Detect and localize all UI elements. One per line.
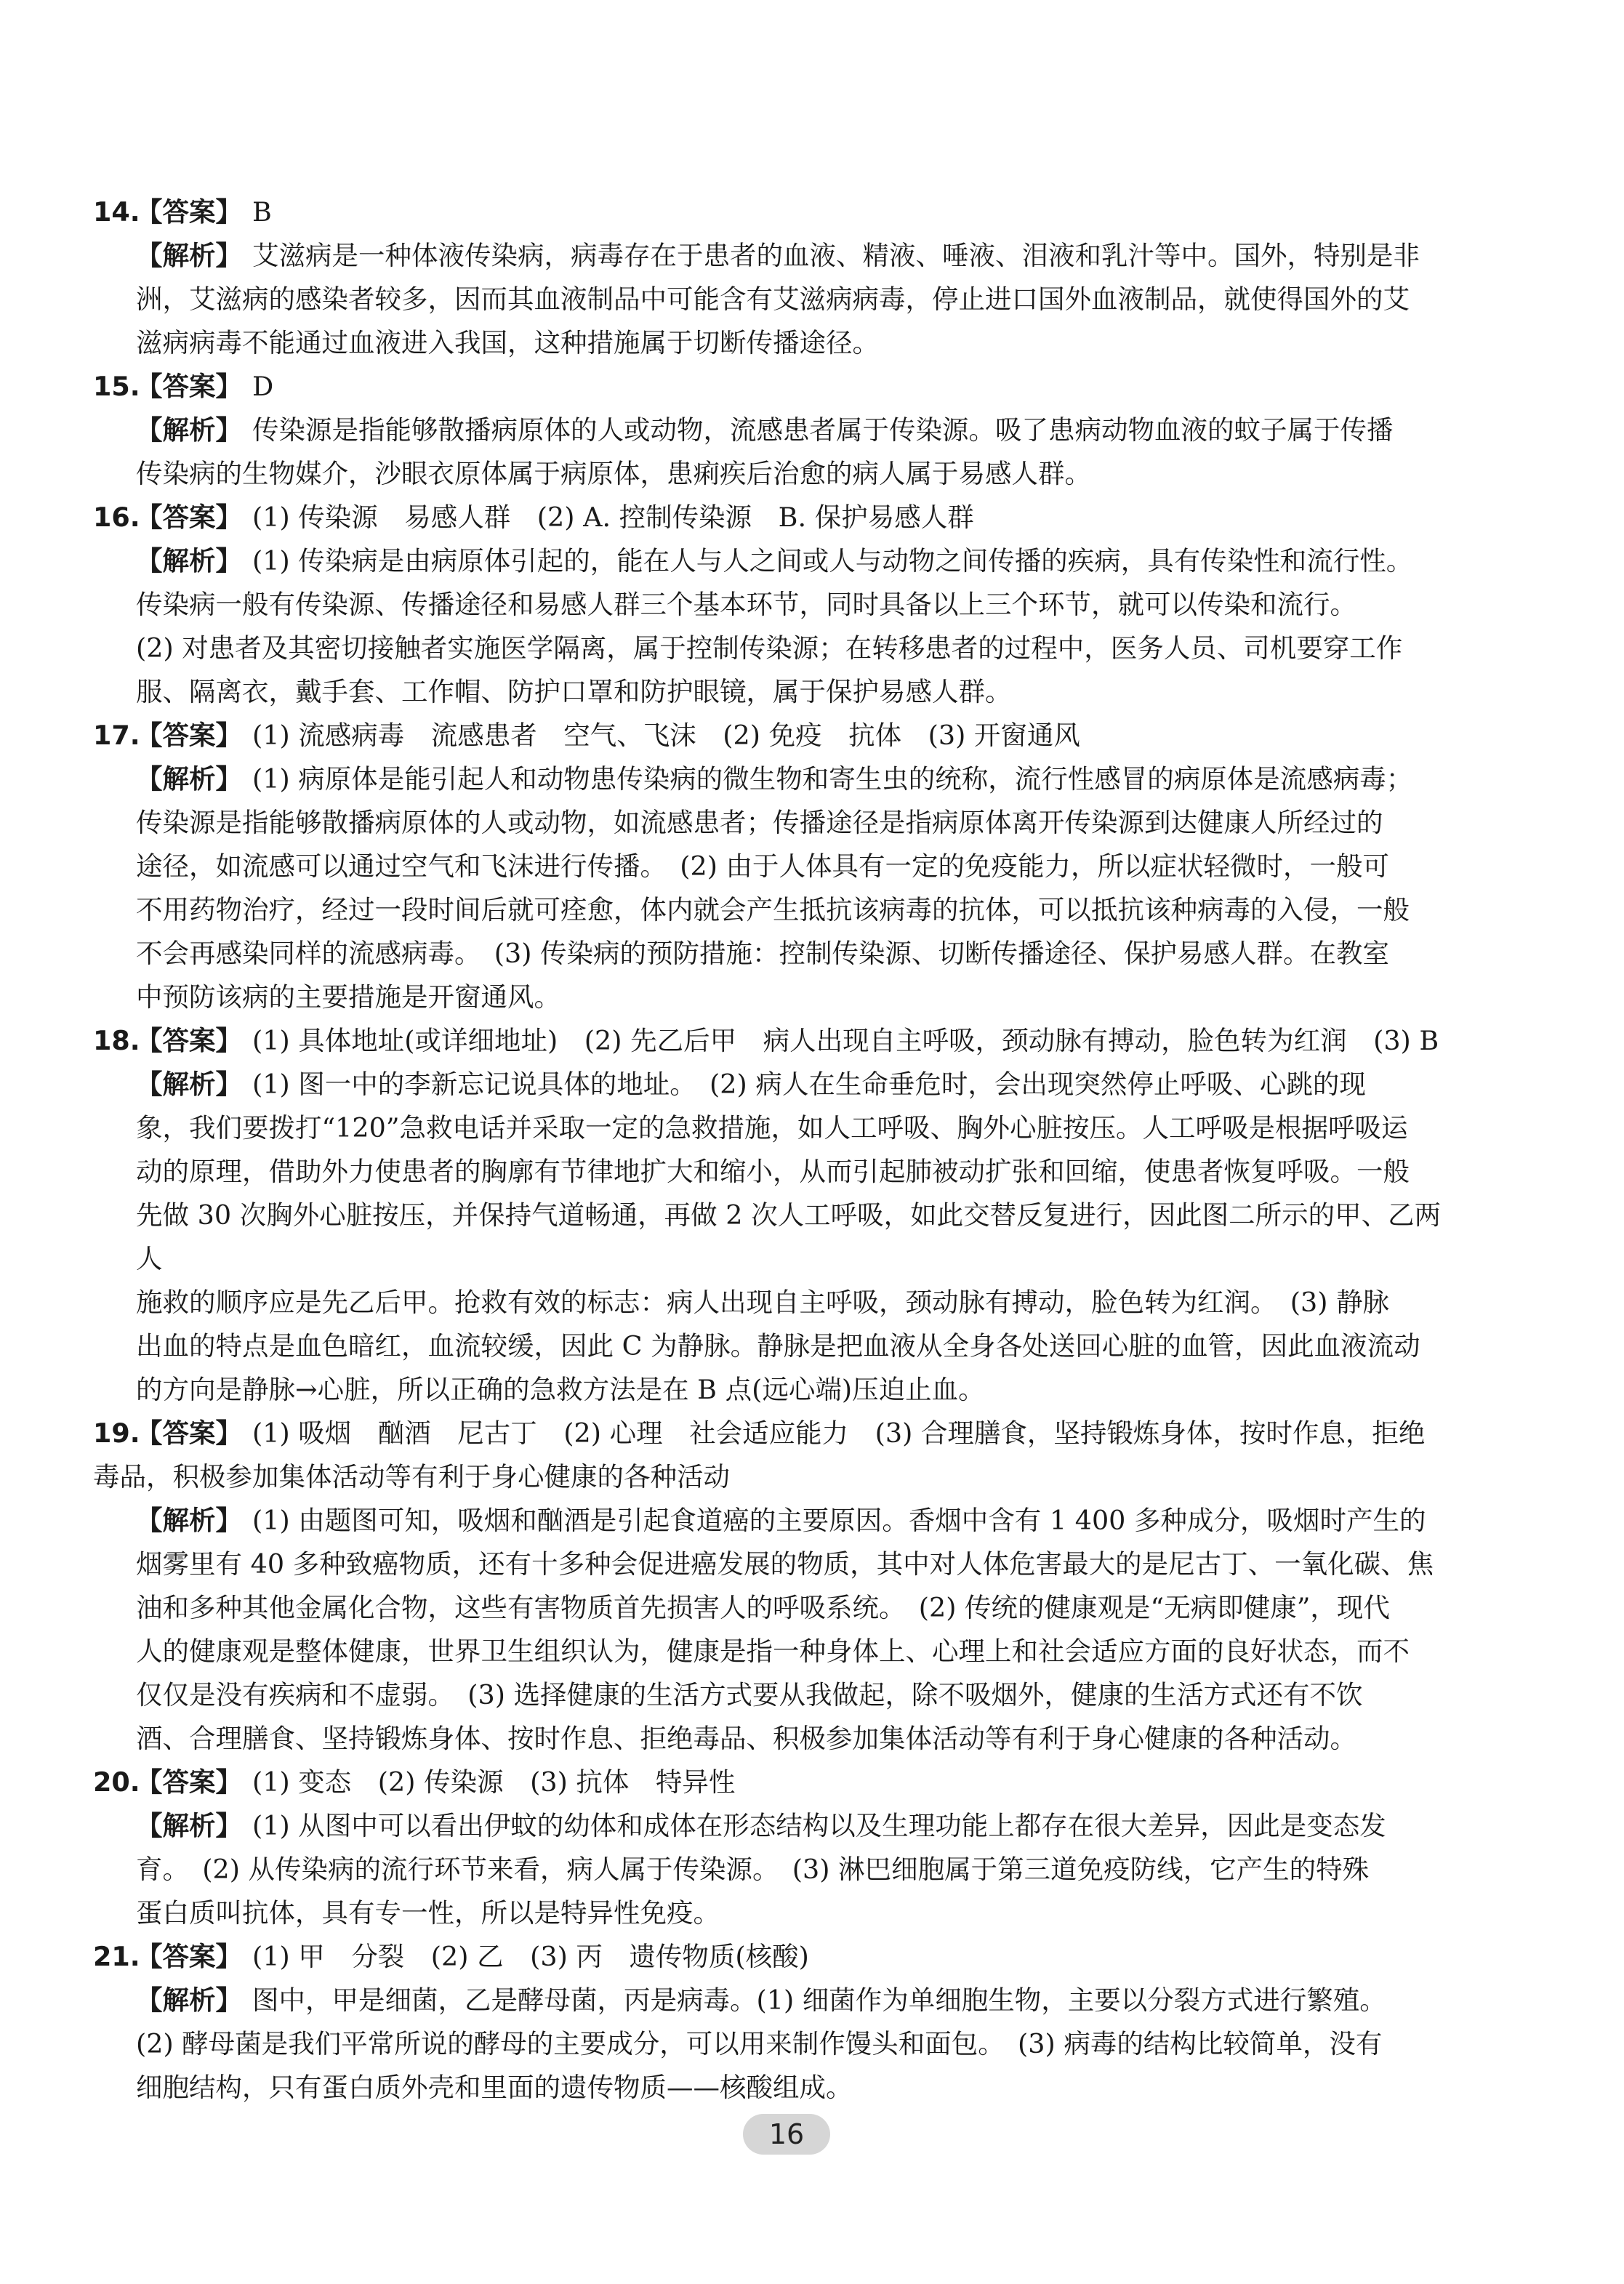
analysis-text: 途径，如流感可以通过空气和飞沫进行传播。 (2) 由于人体具有一定的免疫能力，所以症状轻微时，一般可 — [136, 851, 1390, 882]
answer-line — [93, 1019, 1445, 1063]
question-block — [93, 1019, 1445, 1412]
analysis-text: 的方向是静脉→心脏，所以正确的急救方法是在 B 点(远心端)压迫止血。 — [136, 1374, 985, 1405]
analysis-text: 烟雾里有 40 多种致癌物质，还有十多种会促进癌发展的物质，其中对人体危害最大的是尼古丁、一氧化碳、焦 — [136, 1548, 1434, 1580]
analysis-line — [93, 1063, 1445, 1106]
analysis-line — [93, 1150, 1445, 1194]
analysis-text: (1) 由题图可知，吸烟和酗酒是引起食道癌的主要原因。香烟中含有 1 400 多种成分，吸烟时产生的 — [252, 1505, 1426, 1536]
analysis-text: 图中，甲是细菌，乙是酵母菌，丙是病毒。(1) 细菌作为单细胞生物，主要以分裂方式进行繁殖。 — [252, 1985, 1386, 2016]
analysis-line — [93, 757, 1445, 801]
analysis-text: (1) 图一中的李新忘记说具体的地址。 (2) 病人在生命垂危时，会出现突然停止呼吸、心跳的现 — [252, 1069, 1366, 1100]
analysis-line — [93, 539, 1445, 583]
analysis-text: 不用药物治疗，经过一段时间后就可痊愈，体内就会产生抵抗该病毒的抗体，可以抵抗该种病毒的入侵，一般 — [136, 894, 1410, 925]
answer-line — [93, 1935, 1445, 1979]
analysis-line — [93, 1324, 1445, 1368]
analysis-text: 细胞结构，只有蛋白质外壳和里面的遗传物质——核酸组成。 — [136, 2072, 853, 2103]
question-block — [93, 365, 1445, 496]
question-block — [93, 496, 1445, 714]
question-block — [93, 1935, 1445, 2110]
analysis-line — [93, 1891, 1445, 1935]
answer-tag: 【答案】 — [136, 1418, 242, 1449]
analysis-line — [93, 2066, 1445, 2110]
analysis-text: (1) 病原体是能引起人和动物患传染病的微生物和寄生虫的统称，流行性感冒的病原体是流感病毒； — [252, 763, 1413, 795]
analysis-line — [93, 1717, 1445, 1761]
analysis-text: 仅仅是没有疾病和不虚弱。 (3) 选择健康的生活方式要从我做起，除不吸烟外，健康的生活方式还有不饮 — [136, 1679, 1363, 1710]
analysis-text: 出血的特点是血色暗红，血流较缓，因此 C 为静脉。静脉是把血液从全身各处送回心脏的血管，因此血液流动 — [136, 1330, 1420, 1362]
question-number: 16. — [93, 502, 140, 533]
answer-text: (1) 甲 分裂 (2) 乙 (3) 丙 遗传物质(核酸) — [252, 1941, 809, 1972]
analysis-text: (2) 酵母菌是我们平常所说的酵母的主要成分，可以用来制作馒头和面包。 (3) 病毒的结构比较简单，没有 — [136, 2028, 1383, 2059]
answer-line — [93, 1412, 1445, 1455]
analysis-line — [93, 801, 1445, 845]
analysis-tag: 【解析】 — [136, 1069, 242, 1100]
question-block — [93, 1412, 1445, 1761]
analysis-line — [93, 409, 1445, 452]
question-number: 17. — [93, 720, 140, 751]
analysis-text: 传染病一般有传染源、传播途径和易感人群三个基本环节，同时具备以上三个环节，就可以传染和流行。 — [136, 589, 1356, 620]
answer-text: (1) 流感病毒 流感患者 空气、飞沫 (2) 免疫 抗体 (3) 开窗通风 — [252, 720, 1080, 751]
answer-line — [93, 365, 1445, 409]
analysis-text: 服、隔离衣，戴手套、工作帽、防护口罩和防护眼镜，属于保护易感人群。 — [136, 676, 1012, 707]
analysis-line — [93, 976, 1445, 1019]
answer-text: (1) 传染源 易感人群 (2) A. 控制传染源 B. 保护易感人群 — [252, 502, 974, 533]
answer-tag: 【答案】 — [136, 1941, 242, 1972]
question-number: 14. — [93, 196, 140, 228]
analysis-line — [93, 845, 1445, 888]
analysis-text: 洲，艾滋病的感染者较多，因而其血液制品中可能含有艾滋病病毒，停止进口国外血液制品，就使得国外的艾 — [136, 284, 1410, 315]
analysis-text: 动的原理，借助外力使患者的胸廓有节律地扩大和缩小，从而引起肺被动扩张和回缩，使患者恢复呼吸。一般 — [136, 1156, 1410, 1187]
question-block — [93, 190, 1445, 365]
analysis-line — [93, 1586, 1445, 1630]
analysis-line — [93, 1194, 1445, 1281]
answer-text: 毒品，积极参加集体活动等有利于身心健康的各种活动 — [93, 1461, 730, 1492]
analysis-text: 人的健康观是整体健康，世界卫生组织认为，健康是指一种身体上、心理上和社会适应方面的良好状态，而不 — [136, 1636, 1410, 1667]
analysis-tag: 【解析】 — [136, 1810, 242, 1841]
answer-text: (1) 吸烟 酗酒 尼古丁 (2) 心理 社会适应能力 (3) 合理膳食，坚持锻炼身体，按时作息，拒绝 — [252, 1418, 1426, 1449]
analysis-text: 油和多种其他金属化合物，这些有害物质首先损害人的呼吸系统。 (2) 传统的健康观是“无病即健康”，现代 — [136, 1592, 1390, 1623]
analysis-line — [93, 1630, 1445, 1673]
question-number: 20. — [93, 1766, 140, 1798]
analysis-line — [93, 1499, 1445, 1543]
analysis-text: 施救的顺序应是先乙后甲。抢救有效的标志：病人出现自主呼吸，颈动脉有搏动，脸色转为红润。 (3) 静脉 — [136, 1287, 1390, 1318]
answer-line — [93, 190, 1445, 234]
analysis-line — [93, 583, 1445, 627]
analysis-text: (2) 对患者及其密切接触者实施医学隔离，属于控制传染源；在转移患者的过程中，医务人员、司机要穿工作 — [136, 632, 1403, 664]
analysis-text: 传染源是指能够散播病原体的人或动物，如流感患者；传播途径是指病原体离开传染源到达健康人所经过的 — [136, 807, 1383, 838]
analysis-text: 滋病病毒不能通过血液进入我国，这种措施属于切断传播途径。 — [136, 327, 879, 358]
analysis-line — [93, 2022, 1445, 2066]
analysis-text: 先做 30 次胸外心脏按压，并保持气道畅通，再做 2 次人工呼吸，如此交替反复进行，因此图二所示的甲、乙两人 — [136, 1199, 1442, 1274]
analysis-line — [93, 1673, 1445, 1717]
answer-line — [93, 1761, 1445, 1804]
analysis-text: 不会再感染同样的流感病毒。 (3) 传染病的预防措施：控制传染源、切断传播途径、保护易感人群。在教室 — [136, 938, 1390, 969]
analysis-line — [93, 234, 1445, 278]
analysis-tag: 【解析】 — [136, 763, 242, 795]
analysis-text: 艾滋病是一种体液传染病，病毒存在于患者的血液、精液、唾液、泪液和乳汁等中。国外，特别是非 — [252, 240, 1420, 271]
analysis-line — [93, 278, 1445, 321]
answer-tag: 【答案】 — [136, 502, 242, 533]
analysis-line — [93, 1281, 1445, 1324]
analysis-line — [93, 1368, 1445, 1412]
answer-text: (1) 具体地址(或详细地址) (2) 先乙后甲 病人出现自主呼吸，颈动脉有搏动，脸色转为红润 (3) B — [252, 1025, 1439, 1056]
question-number: 21. — [93, 1941, 140, 1972]
analysis-tag: 【解析】 — [136, 1985, 242, 2016]
analysis-text: (1) 传染病是由病原体引起的，能在人与人之间或人与动物之间传播的疾病，具有传染性和流行性。 — [252, 545, 1413, 576]
answer-page — [93, 190, 1445, 2110]
page-number: 16 — [743, 2114, 830, 2155]
question-block — [93, 1761, 1445, 1935]
analysis-text: 传染源是指能够散播病原体的人或动物，流感患者属于传染源。吸了患病动物血液的蚊子属于传播 — [252, 414, 1394, 446]
answer-line — [93, 1455, 1445, 1499]
question-block — [93, 714, 1445, 1019]
analysis-line — [93, 1979, 1445, 2022]
analysis-text: 育。 (2) 从传染病的流行环节来看，病人属于传染源。 (3) 淋巴细胞属于第三道免疫防线，它产生的特殊 — [136, 1854, 1370, 1885]
answer-tag: 【答案】 — [136, 720, 242, 751]
analysis-line — [93, 627, 1445, 670]
answer-text: (1) 变态 (2) 传染源 (3) 抗体 特异性 — [252, 1766, 736, 1798]
answer-tag: 【答案】 — [136, 371, 242, 402]
analysis-line — [93, 1848, 1445, 1891]
analysis-text: 中预防该病的主要措施是开窗通风。 — [136, 981, 560, 1013]
analysis-tag: 【解析】 — [136, 414, 242, 446]
analysis-text: 传染病的生物媒介，沙眼衣原体属于病原体，患痢疾后治愈的病人属于易感人群。 — [136, 458, 1091, 489]
analysis-text: 酒、合理膳食、坚持锻炼身体、按时作息、拒绝毒品、积极参加集体活动等有利于身心健康的各种活动。 — [136, 1723, 1356, 1754]
answer-text: B — [252, 196, 272, 228]
question-number: 18. — [93, 1025, 140, 1056]
analysis-line — [93, 452, 1445, 496]
analysis-line — [93, 888, 1445, 932]
answer-tag: 【答案】 — [136, 1766, 242, 1798]
analysis-line — [93, 932, 1445, 976]
answer-text: D — [252, 371, 274, 402]
question-number: 15. — [93, 371, 140, 402]
answer-line — [93, 496, 1445, 539]
analysis-tag: 【解析】 — [136, 240, 242, 271]
analysis-tag: 【解析】 — [136, 545, 242, 576]
analysis-text: 蛋白质叫抗体，具有专一性，所以是特异性免疫。 — [136, 1897, 720, 1929]
analysis-line — [93, 670, 1445, 714]
answer-tag: 【答案】 — [136, 1025, 242, 1056]
analysis-text: 象，我们要拨打“120”急救电话并采取一定的急救措施，如人工呼吸、胸外心脏按压。人工呼吸是根据呼吸运 — [136, 1112, 1408, 1143]
analysis-tag: 【解析】 — [136, 1505, 242, 1536]
analysis-line — [93, 1543, 1445, 1586]
analysis-line — [93, 1106, 1445, 1150]
analysis-text: (1) 从图中可以看出伊蚊的幼体和成体在形态结构以及生理功能上都存在很大差异，因此是变态发 — [252, 1810, 1386, 1841]
analysis-line — [93, 1804, 1445, 1848]
answer-line — [93, 714, 1445, 757]
answer-tag: 【答案】 — [136, 196, 242, 228]
question-number: 19. — [93, 1418, 140, 1449]
analysis-line — [93, 321, 1445, 365]
